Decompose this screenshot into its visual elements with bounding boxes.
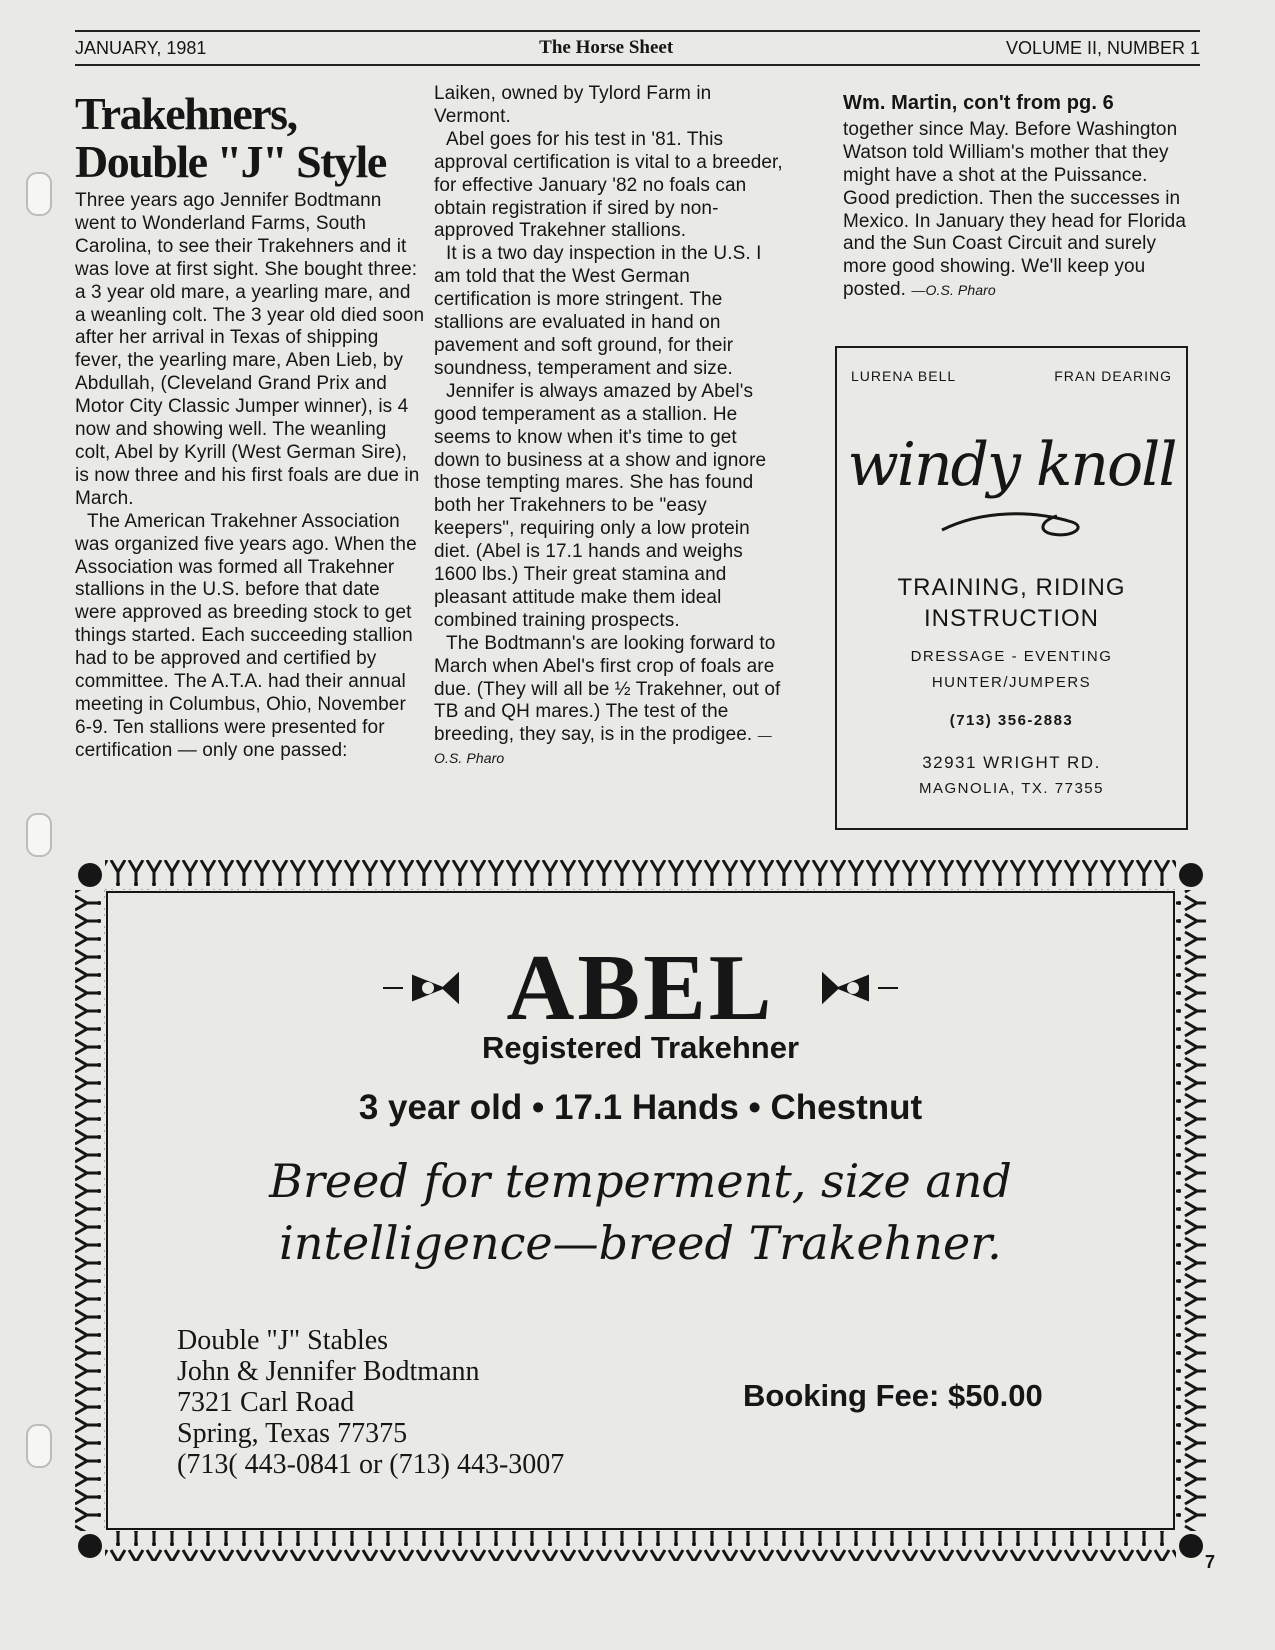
issue-date: JANUARY, 1981 (75, 37, 207, 58)
contact-line: John & Jennifer Bodtmann (177, 1356, 480, 1387)
contact-line: Double "J" Stables (177, 1325, 389, 1356)
ad-contact (177, 1325, 564, 1480)
ad-tagline-line: intelligence—breed Trakehner. (279, 1216, 1002, 1270)
article-paragraph: Abel goes for his test in '81. This approval certification is vital to a breeder, for effective January '82 no foals can obtain registration if sired by non-approved Trakehner stallions. (434, 128, 783, 242)
article-paragraph: It is a two day inspection in the U.S. I am told that the West German certification is more stringent. The stallions are evaluated in hand on pavement and soft ground, for their soundness, temperament and size. (434, 243, 762, 379)
continuation-text: together since May. Before Washington Watson told William's mother that they might have a shot at the Puissance. Good prediction. Then the successes in Mexico. In January they head for Florida and the Sun Coast Circuit and surely more good showing. We'll keep you posted. (843, 118, 1187, 301)
article-headline: Trakehners, Double "J" Style (75, 88, 386, 187)
windy-knoll-ad (835, 346, 1188, 830)
ad-phone: (713) 356-2883 (949, 712, 1074, 729)
booking-fee: Booking Fee: $50.00 (743, 1378, 1043, 1413)
windy-knoll-logo: windy knoll (847, 430, 1176, 500)
ad-details: 3 year old • 17.1 Hands • Chestnut (358, 1088, 923, 1127)
publication-name: The Horse Sheet (539, 37, 674, 58)
ornament-right-icon (798, 968, 898, 1008)
ad-tagline-line: Breed for temperment, size and (269, 1154, 1012, 1208)
contact-line: Spring, Texas 77375 (177, 1418, 408, 1449)
ad-subtitle: Registered Trakehner (481, 1030, 800, 1065)
ad-disciplines: DRESSAGE - EVENTING (910, 648, 1113, 665)
article-paragraph: Jennifer is always amazed by Abel's good temperament as a stallion. He seems to know when it's time to get down to business at a show and ignore those tempting mares. She has found both her Trakehners to be "easy keepers", requiring only a low protein diet. (Abel is 17.1 hands and weighs 1600 lbs.) Their great stamina and pleasant attitude make them ideal combined training prospects. (434, 380, 767, 631)
logo-swash-icon (922, 502, 1102, 542)
article-paragraph: The American Trakehner Association was organized five years ago. When the Association was formed all Trakehner stallions in the U.S. before that date were approved as breeding stock to get things started. Each succeeding stallion had to be approved and certified by committee. The A.T.A. had their annual meeting in Columbus, Ohio, November 6-9. Ten stallions were presented for certification — only one passed: (75, 510, 417, 761)
contact-line: (713( 443-0841 or (713) 443-3007 (177, 1449, 565, 1480)
article-byline: —O.S. Pharo (434, 727, 772, 767)
ad-address: 32931 WRIGHT RD. (922, 753, 1101, 772)
ad-service-line: INSTRUCTION (924, 605, 1099, 632)
page-number: 7 (1205, 1552, 1216, 1572)
article-column-2 (434, 83, 786, 770)
article-paragraph: The Bodtmann's are looking forward to March when Abel's first crop of foals are due. (They will all be ½ Trakehner, out of TB and QH mares.) The test of the breeding, they say, is in the prodigee. (434, 632, 781, 746)
ad-tagline (73, 1150, 1208, 1274)
ad-name-right: FRAN DEARING (1054, 368, 1172, 384)
volume-number: VOLUME II, NUMBER 1 (1005, 37, 1200, 58)
ad-services (837, 572, 1186, 634)
martin-continuation (843, 92, 1191, 302)
abel-ad (73, 858, 1208, 1563)
ad-name-left: LURENA BELL (851, 368, 957, 384)
contact-line: 7321 Carl Road (177, 1387, 355, 1418)
ad-disciplines: HUNTER/JUMPERS (931, 674, 1092, 691)
continuation-heading: Wm. Martin, con't from pg. 6 (843, 92, 1114, 114)
binder-hole (26, 1424, 52, 1468)
ad-service-line: TRAINING, RIDING (897, 574, 1126, 601)
running-header (75, 30, 1200, 66)
article-paragraph: Laiken, owned by Tylord Farm in Vermont. (434, 83, 712, 127)
article-column-1 (75, 90, 425, 763)
continuation-byline: —O.S. Pharo (911, 282, 996, 299)
article-paragraph: Three years ago Jennifer Bodtmann went to Wonderland Farms, South Carolina, to see their Trakehners and it was love at first sight. She bought three: a 3 year old mare, a yearling mare, and a weanling colt. The 3 year old died soon after her arrival in Texas of shipping fever, the yearling mare, Aben Lieb, by Abdullah, (Cleveland Grand Prix and Motor City Classic Jumper winner), is 4 now and showing well. The weanling colt, Abel by Kyrill (West German Sire), is now three and his first foals are due in March. (75, 190, 425, 509)
ad-address: MAGNOLIA, TX. 77355 (919, 780, 1104, 797)
ad-title: ABEL (506, 936, 775, 1040)
binder-hole (26, 172, 52, 216)
binder-hole (26, 813, 52, 857)
